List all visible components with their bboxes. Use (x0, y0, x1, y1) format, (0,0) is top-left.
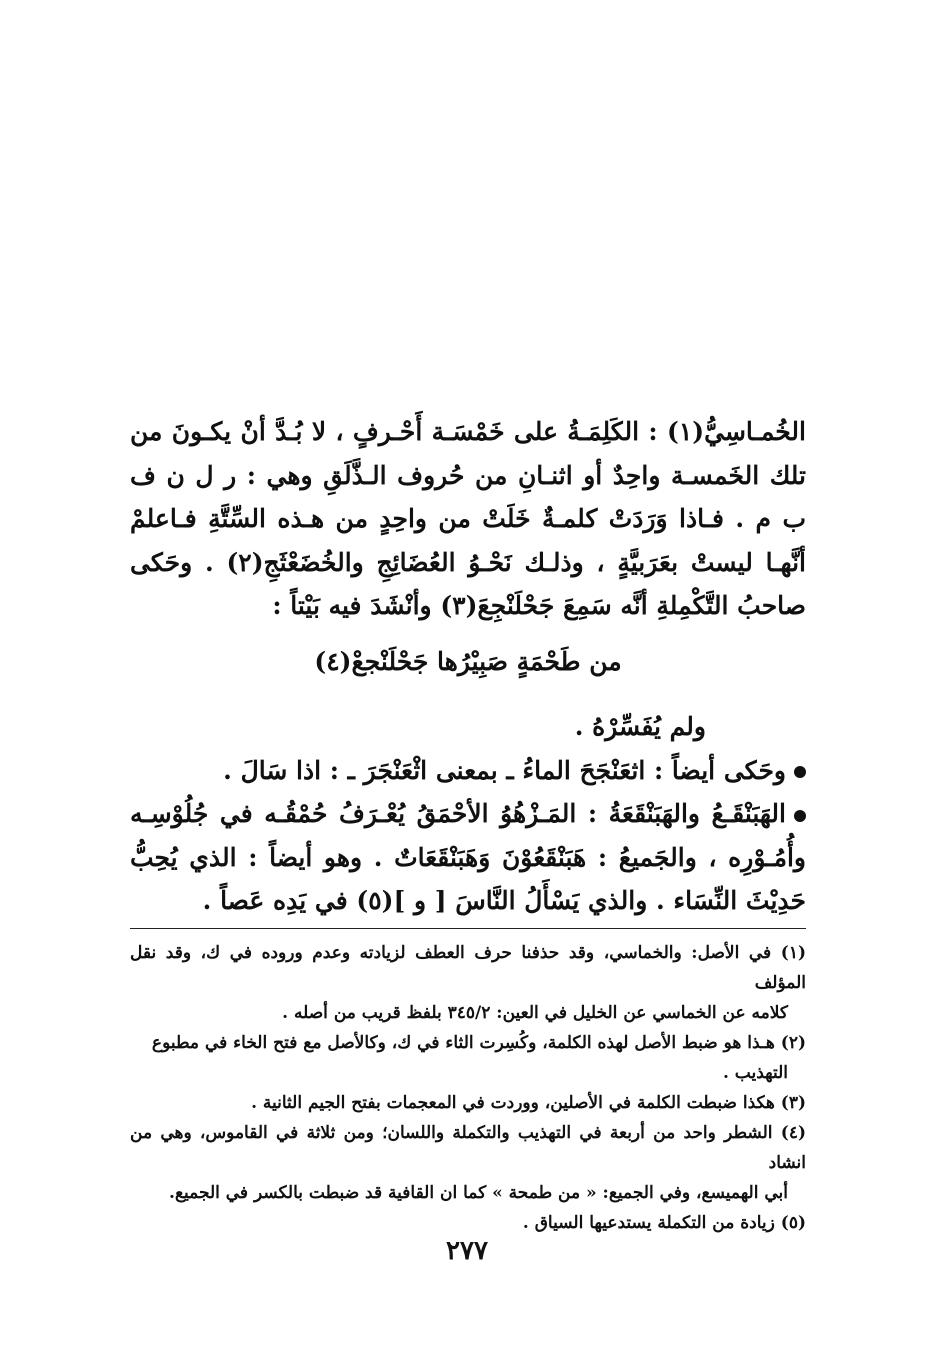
paragraph-no-explanation: ولم يُفَسِّرْهُ . (574, 712, 706, 741)
footnote-1: (١) في الأصل: والخماسي، وقد حذفنا حرف العطف لزيادته وعدم وروده في ك، وقد نقل المؤلف (130, 943, 806, 993)
paragraph-habanqa (130, 792, 806, 923)
page-number: ٢٧٧ (446, 1236, 488, 1266)
footnotes (130, 938, 806, 1238)
footnote-separator (130, 928, 806, 929)
footnote-4: (٤) الشطر واحد من أربعة في التهذيب والتكملة واللسان؛ ومن ثلاثة في القاموس، وهي من انشاد (130, 1123, 806, 1173)
verse-line: من طَحْمَةٍ صَبِيْرُها جَحْلَنْجعْ(٤) (314, 646, 622, 676)
paragraph-ithanjah (130, 749, 806, 793)
footnote-3: (٣) هكذا ضبطت الكلمة في الأصلين، ووردت في المعجمات بفتح الجيم الثانية . (251, 1093, 806, 1113)
footnote-5: (٥) زيادة من التكملة يستدعيها السياق . (522, 1213, 806, 1233)
footnote-4-continuation: أبي الهميسع، وفي الجميع: « من طمحة » كما ان القافية قد ضبطت بالكسر في الجميع. (169, 1183, 788, 1203)
paragraph-ithanjah-text: وحَكى أيضاً : اثعَنْجَحَ الماءُ ـ بمعنى اثْعَنْجَرَ ـ : اذا سَالَ . (223, 755, 786, 785)
bullet-icon (794, 766, 806, 778)
paragraph-habanqa-text: الهَبَنْقَـعُ والهَبَنْقَعَةُ : المَـزْهُوُ الأحْمَقُ يُعْـرَفُ حُمْقُـه في جُلُوْسِـه وأُمُـوْرِه ، والجَميعُ : هَبَنْقَعُوْنَ وَهَبَنْقَعَاتٌ . وهو أيضاً : الذي يُحِبُّ حَدِيْثَ النِّسَاء . والذي يَسْأَلُ النَّاسَ [ و ](٥) في يَدِه عَصاً . (130, 799, 806, 915)
bullet-icon (794, 810, 806, 822)
footnote-2-continuation: التهذيب . (722, 1063, 788, 1083)
main-text (130, 410, 806, 923)
footnote-1-continuation: كلامه عن الخماسي عن الخليل في العين: ٣٤٥/٢ بلفظ قريب من أصله . (282, 1003, 788, 1023)
paragraph-khumasi: الخُمـاسِيُّ(١) : الكَلِمَـةُ على خَمْسَـة أَحْـرفٍ ، لا بُـدَّ أنْ يكـونَ من تلك الخَمسـة واحِدٌ أو اثنـانِ من حُروف الـذَّلَقِ وهي : ر ل ن ف ب م . فـاذا وَرَدَتْ كلمـةٌ خَلَتْ من واحِدٍ من هـذه السِّتَّةِ فـاعلمْ أنَّهـا ليستْ بعَرَبيَّةٍ ، وذلـك نَحْـوُ العُضَائِجِ والخُضَعْثَجِ(٢) . وحَكى صاحبُ التَّكْمِلةِ أنَّه سَمِعَ جَحْلَنْجِعَ(٣) وأنْشَدَ فيه بَيْتاً : (130, 417, 806, 620)
footnote-2: (٢) هـذا هو ضبط الأصل لهذه الكلمة، وكُسِرت الثاء في ك، وكالأصل مع فتح الخاء في مطبوع (151, 1033, 806, 1053)
